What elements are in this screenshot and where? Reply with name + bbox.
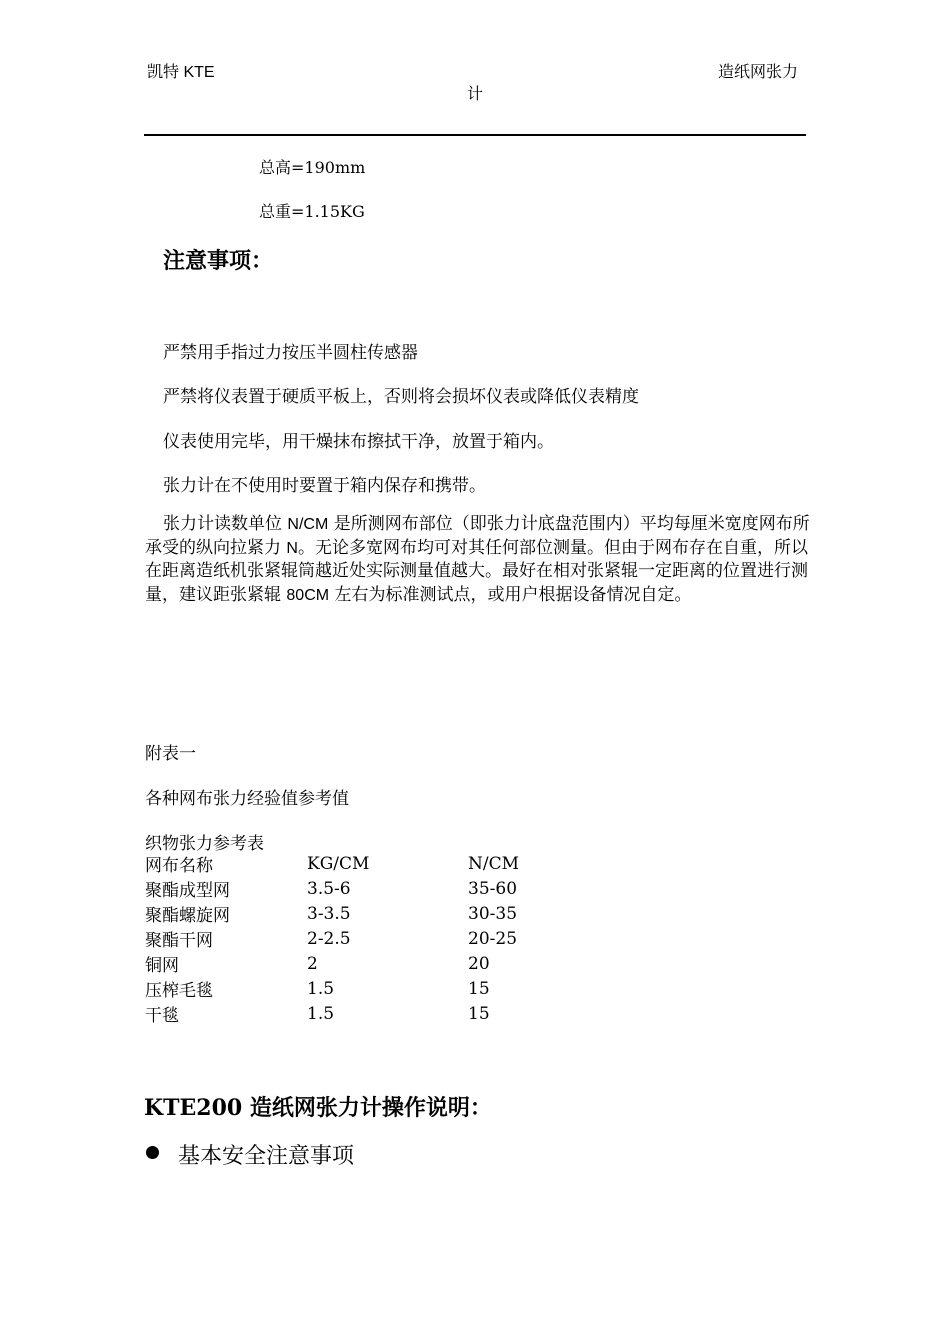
table-cell: 2 <box>307 953 318 974</box>
table-row <box>145 1001 588 1026</box>
note-item: 仪表使用完毕，用干燥抹布擦拭干净，放置于箱内。 <box>163 432 554 452</box>
spec-weight: 总重=1.15KG <box>259 202 365 221</box>
table-cell: 2-2.5 <box>307 928 351 949</box>
table-header-row <box>145 851 588 876</box>
table-title: 织物张力参考表 <box>145 834 264 854</box>
table-cell: 聚酯螺旋网 <box>145 906 230 926</box>
column-header: 网布名称 <box>145 856 213 876</box>
table-cell: 15 <box>468 1003 490 1024</box>
table-row <box>145 876 588 901</box>
appendix-subtitle: 各种网布张力经验值参考值 <box>145 789 349 809</box>
note-item: 严禁将仪表置于硬质平板上，否则将会损坏仪表或降低仪表精度 <box>163 387 639 407</box>
table-cell: 压榨毛毯 <box>145 981 213 1001</box>
para-unit: N/CM <box>287 516 329 533</box>
header-right-wrap: 计 <box>467 86 484 103</box>
note-item: 张力计在不使用时要置于箱内保存和携带。 <box>163 476 486 496</box>
table-cell: 35-60 <box>468 878 518 899</box>
column-header: N/CM <box>468 853 520 874</box>
notes-heading: 注意事项： <box>163 248 274 274</box>
column-header: KG/CM <box>307 853 370 874</box>
notes-paragraph <box>145 513 810 607</box>
para-n: N <box>286 539 298 557</box>
table-cell: 15 <box>468 978 490 999</box>
bullet-dot-icon <box>146 1146 159 1159</box>
para-part: 是所测网布部位（即张力计底盘范围内）平均每厘米宽度网布所承受的纵向拉紧力 <box>145 514 810 558</box>
table-cell: 20-25 <box>468 928 518 949</box>
table-cell: 20 <box>468 953 490 974</box>
header-right: 造纸网张力 <box>718 64 799 81</box>
note-item: 严禁用手指过力按压半圆柱传感器 <box>163 343 418 363</box>
table-cell: 铜网 <box>145 956 179 976</box>
para-part: 左右为标准测试点，或用户根据设备情况自定。 <box>329 584 692 605</box>
header-left: 凯特 KTE <box>147 64 215 81</box>
table-cell: 1.5 <box>307 978 335 999</box>
table-cell: 聚酯成型网 <box>145 881 230 901</box>
para-part: 。无论多宽网布均可对其任何部位测量。但由于网布存在自重，所以在距离造纸机张紧辊筒越近处实际测量值越大。最好在相对张紧辊一定距离的位置进行测量，建议距张紧辊 <box>145 537 808 605</box>
tension-table <box>145 851 588 1026</box>
header-rule <box>144 134 806 136</box>
table-row <box>145 976 588 1001</box>
table-cell: 30-35 <box>468 903 518 924</box>
para-distance: 80CM <box>286 586 330 604</box>
table-cell: 3-3.5 <box>307 903 351 924</box>
table-cell: 3.5-6 <box>307 878 351 899</box>
table-cell: 聚酯干网 <box>145 931 213 951</box>
para-part: 张力计读数单位 <box>163 514 288 534</box>
table-cell: 1.5 <box>307 1003 335 1024</box>
manual-heading: KTE200 造纸网张力计操作说明： <box>144 1095 492 1121</box>
table-cell: 干毯 <box>145 1006 179 1026</box>
table-row <box>145 901 588 926</box>
appendix-label: 附表一 <box>145 744 196 764</box>
table-row <box>145 951 588 976</box>
spec-height: 总高=190mm <box>259 158 366 177</box>
table-row <box>145 926 588 951</box>
manual-bullet-item: 基本安全注意事项 <box>178 1144 355 1169</box>
